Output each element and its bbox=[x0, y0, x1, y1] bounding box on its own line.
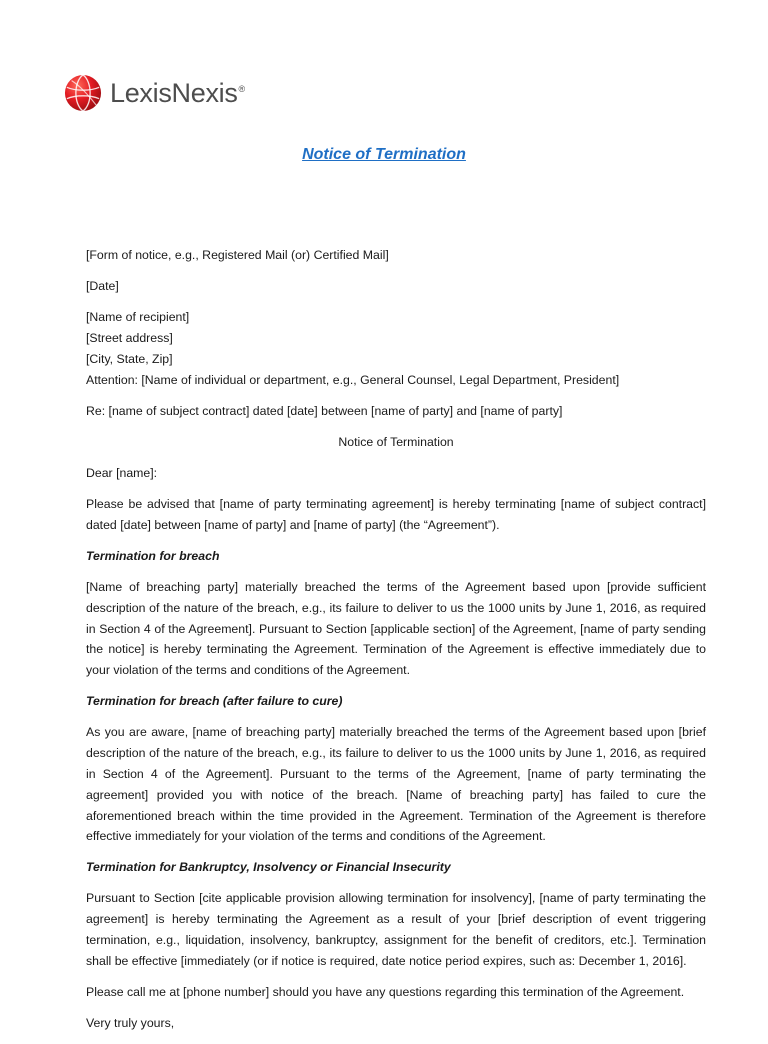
recipient-street: [Street address] bbox=[86, 330, 173, 345]
recipient-name: [Name of recipient] bbox=[86, 310, 190, 325]
recipient-block bbox=[86, 307, 706, 390]
form-of-notice: [Form of notice, e.g., Registered Mail (or) Certified Mail] bbox=[86, 248, 389, 262]
letter-date: [Date] bbox=[86, 279, 119, 294]
section-heading: Termination for Bankruptcy, Insolvency or Financial Insecurity bbox=[86, 860, 451, 875]
section-text: Pursuant to Section [cite applicable provision allowing termination for insolvency], [name of party terminating the agreement] is hereby terminating the Agreement as a result of your [brief description of event triggering termination, e.g., liquidation, insolvency, bankruptcy, assignment for the benefit of creditors, etc.]. Termination shall be effective [immediately (or if notice is required, date notice period expires, such as: December 1, 2016]. bbox=[86, 891, 706, 968]
section-heading: Termination for breach bbox=[86, 548, 220, 563]
recipient-city: [City, State, Zip] bbox=[86, 351, 173, 366]
lexisnexis-globe-icon bbox=[64, 74, 102, 112]
lexisnexis-logo bbox=[64, 72, 245, 114]
recipient-attention: Attention: [Name of individual or department, e.g., General Counsel, Legal Department, President] bbox=[86, 372, 620, 387]
section-text: [Name of breaching party] materially breached the terms of the Agreement based upon [provide sufficient description of the nature of the breach, e.g., its failure to deliver to us the 1000 units by June 1, 2016, as required in Section 4 of the Agreement]. Pursuant to Section [applicable section] of the Agreement, [name of party sending the notice] is hereby terminating the Agreement. Termination of the Agreement is effective immediately due to your violation of the terms and conditions of the Agreement. bbox=[86, 579, 706, 678]
section-heading: Termination for breach (after failure to cure) bbox=[86, 694, 343, 709]
section-text: As you are aware, [name of breaching party] materially breached the terms of the Agreement based upon [brief description of the nature of the breach, e.g., its failure to deliver to us the 1000 units by June 1, 2016, as required in Section 4 of the Agreement]. Pursuant to the terms of the Agreement, [name of party terminating the agreement] provided you with notice of the breach. [Name of breaching party] has failed to cure the aforementioned breach within the time provided in the Agreement. Termination of the Agreement is therefore effective immediately for your violation of the terms and conditions of the Agreement. bbox=[86, 725, 706, 844]
logo-wordmark: LexisNexis® bbox=[110, 77, 245, 108]
intro-paragraph: Please be advised that [name of party terminating agreement] is hereby terminating [name of subject contract] dated [date] between [name of party] and [name of party] (the “Agreement”). bbox=[86, 496, 706, 532]
letter-body bbox=[86, 245, 706, 1044]
closing-line: Please call me at [phone number] should you have any questions regarding this termination of the Agreement. bbox=[86, 984, 685, 999]
re-line: Re: [name of subject contract] dated [date] between [name of party] and [name of party] bbox=[86, 403, 563, 418]
document-title: Notice of Termination bbox=[302, 146, 466, 163]
notice-heading: Notice of Termination bbox=[338, 434, 454, 449]
salutation: Dear [name]: bbox=[86, 465, 158, 480]
signoff: Very truly yours, bbox=[86, 1016, 175, 1031]
